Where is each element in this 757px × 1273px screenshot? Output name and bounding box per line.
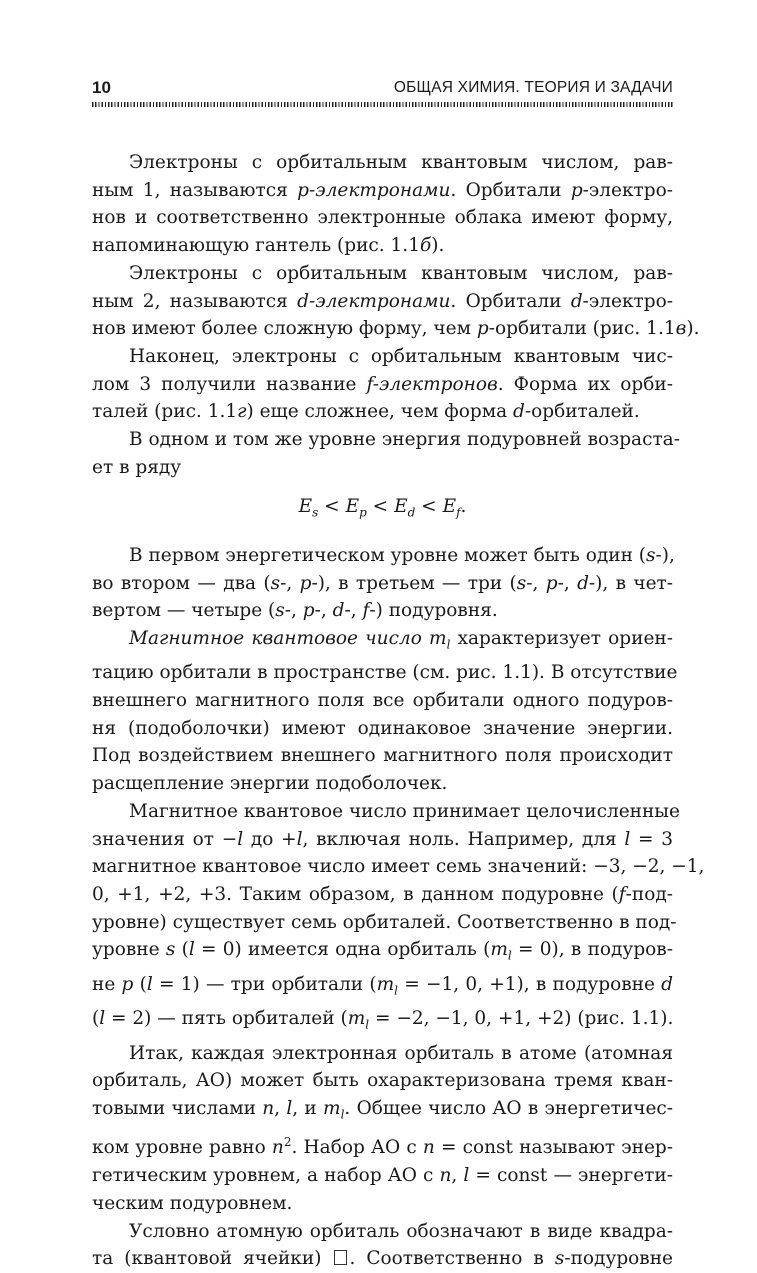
- paragraph-p-electrons: Электроны с орбитальным квантовым числом, рав- ным 1, называются p-электронами. Орбитали p-электро- нов и соответственно электронные облака имеют форму, напоминающую гантель (рис. 1.1б).: [92, 152, 673, 257]
- page-header: [92, 78, 673, 100]
- body-text: [92, 149, 705, 1273]
- paragraph-atomic-orbital: Итак, каждая электронная орбиталь в атоме (атомная орбиталь, АО) может быть охарактеризована тремя кван- товыми числами n, l, и $m_l$. Общее число АО в энергетичес- ком уровне равно $n^2$. Набор АО с n = const называют энер- гетическим уровнем, а набор АО с n, l = const — энергети- ческим подуровнем.: [92, 1042, 673, 1214]
- paragraph-magnetic-number: Магнитное квантовое число $m_l$ характеризует ориен- тацию орбитали в пространстве (см. рис. 1.1). В отсутствие внешнего магнитного поля все орбитали одного подуров- ня (подоболочки) имеют одинаковое значение энергии. Под воздействием внешнего магнитного поля происходит расщепление энергии подоболочек.: [92, 627, 678, 795]
- paragraph-f-electrons: Наконец, электроны с орбитальным квантовым чис- лом 3 получили название f-электронов. Форма их орби- талей (рис. 1.1г) еще сложнее, чем форма d-орбиталей.: [92, 345, 673, 423]
- paragraph-quantum-cell: Условно атомную орбиталь обозначают в виде квадра- та (квантовой ячейки) . Соответственно в s-подуровне: [92, 1220, 673, 1270]
- paragraph-magnetic-values: Магнитное квантовое число принимает целочисленные значения от −l до +l, включая ноль. Например, для l = 3 магнитное квантовое число имеет семь значений: −3, −2, −1, 0, +1, +2, +3. Таким образом, в данном подуровне (f-под- уровне) существует семь орбиталей. Соответственно в под- уровне s (l = 0) имеется одна орбиталь $(m_l = 0)$, в подуров- не p (l = 1) — три орбитали ($m_l = -1$, 0, +1), в подуровне d (l = 2) — пять орбиталей ($m_l = -2$, −1, 0, +1, +2) (рис. 1.1).: [92, 800, 705, 1032]
- energy-inequality-formula: $E_s < E_p < E_d < E_f$.: [298, 496, 467, 521]
- paragraph-energy-order: В одном и том же уровне энергия подуровней возраста- ет в ряду: [92, 429, 680, 478]
- running-title: ОБЩАЯ ХИМИЯ. ТЕОРИЯ И ЗАДАЧИ: [393, 79, 673, 96]
- page-number: 10: [92, 78, 111, 97]
- paragraph-sublevels-count: В первом энергетическом уровне может быть один (s-), во втором — два (s-, p-), в третьем — три (s-, p-, d-), в чет- вертом — четыре (s-, p-, d-, f-) подуровня.: [92, 544, 675, 622]
- quantum-cell-square-icon: [334, 1250, 347, 1265]
- paragraph-d-electrons: Электроны с орбитальным квантовым числом, рав- ным 2, называются d-электронами. Орбитали d-электро- нов имеют более сложную форму, чем p-орбитали (рис. 1.1в).: [92, 262, 700, 340]
- header-rule: [92, 102, 673, 107]
